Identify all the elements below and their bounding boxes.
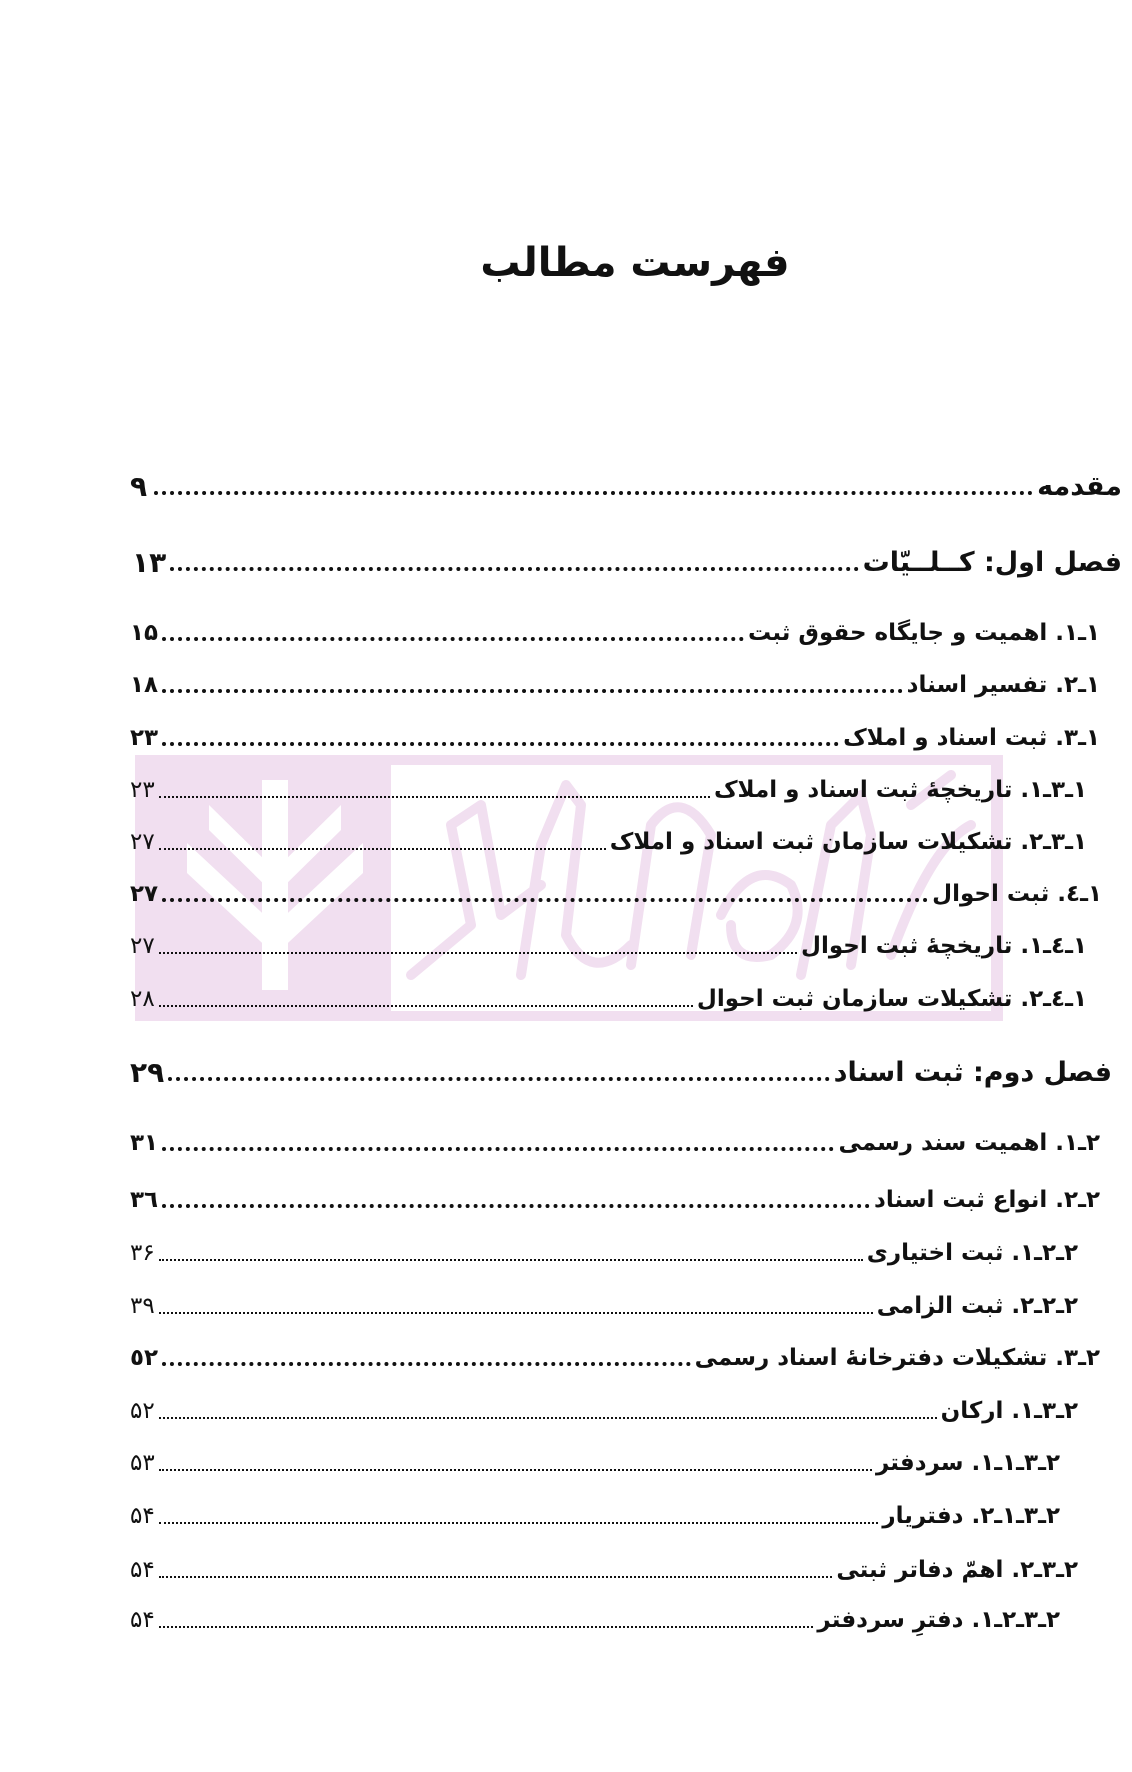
toc-entry-2-1[interactable] [130,1118,1100,1158]
toc-entry-1-3-1[interactable] [130,765,1087,805]
toc-entry-label: ۲ـ۳. تشکیلات دفترخانۀ اسناد رسمی [694,1345,1100,1371]
toc-entry-label: ۲ـ۳ـ۱ـ۲. دفتریار [882,1503,1060,1529]
toc-entry-label: مقدمه [1037,471,1122,502]
toc-page-number: ٥۲ [130,1345,159,1371]
toc-entry-2-3-1-2[interactable] [130,1491,1060,1531]
dot-leader [159,1229,863,1261]
toc-entry-label: ۱ـ۱. اهمیت و جایگاه حقوق ثبت [748,620,1100,646]
dot-leader [170,537,858,571]
toc-page-number: ۲۹ [130,1056,165,1089]
toc-entry-2-3-1[interactable] [130,1386,1078,1426]
toc-page-number: ۲۳ [130,777,155,803]
toc-entry-label: فصل اول: کــلــیّات [862,547,1122,578]
toc-page-number: ۳۱ [130,1130,159,1156]
toc-entry-introduction[interactable] [130,462,1122,502]
toc-entry-label: ۲ـ۳ـ۱ـ۱. سردفتر [875,1450,1060,1476]
toc-page-number: ۹ [130,470,148,503]
dot-leader [159,1439,872,1471]
dot-leader [159,922,797,954]
toc-page-number: ۱۸ [130,672,159,698]
dot-leader [159,1546,833,1578]
toc-entry-1-3[interactable] [130,713,1100,753]
toc-entry-label: ۲ـ۳ـ۲. اهمّ دفاتر ثبتی [836,1557,1078,1583]
toc-entry-label: ۱ـ۳. ثبت اسناد و املاک [843,725,1100,751]
dot-leader [159,818,606,850]
toc-entry-label: ۱ـ۳ـ۲. تشکیلات سازمان ثبت اسناد و املاک [609,829,1087,855]
toc-entry-2-3[interactable] [130,1333,1100,1373]
toc-entry-label: ۲ـ۲ـ۲. ثبت الزامی [876,1293,1078,1319]
dot-leader [159,1492,879,1524]
dot-leader [159,1596,814,1628]
toc-entry-label: ۲ـ۱. اهمیت سند رسمی [838,1130,1100,1156]
toc-page-number: ۱۳ [132,546,167,579]
toc-entry-1-4-2[interactable] [130,974,1087,1014]
toc-entry-chapter-1[interactable] [130,538,1122,578]
toc-entry-2-2[interactable] [130,1175,1100,1215]
dot-leader [162,607,744,641]
toc-entry-1-3-2[interactable] [130,817,1087,857]
toc-page-number: ۳۹ [130,1293,155,1319]
toc-entry-1-4-1[interactable] [130,921,1087,961]
toc-page-number: ۵۳ [130,1450,155,1476]
toc-entry-label: ۲ـ۲ـ۱. ثبت اختیاری [866,1240,1078,1266]
toc-entry-2-3-2-1[interactable] [130,1595,1060,1635]
toc-entry-2-2-2[interactable] [130,1281,1078,1321]
toc-page-number: ۲۳ [130,725,159,751]
dot-leader [159,766,710,798]
dot-leader [168,1047,829,1081]
toc-entry-label: فصل دوم: ثبت اسناد [833,1057,1112,1088]
dot-leader [162,868,928,902]
toc-entry-1-1[interactable] [130,608,1100,648]
toc-entry-2-3-2[interactable] [130,1545,1078,1585]
page-title: فهرست مطالب [480,240,790,286]
toc-entry-label: ۲ـ۳ـ۱. ارکان [940,1398,1078,1424]
toc-page-number: ۵۴ [130,1557,155,1583]
toc-page-number: ۱۵ [130,620,159,646]
toc-page-number: ۲۷ [130,829,155,855]
toc-entry-label: ۱ـ۳ـ۱. تاریخچۀ ثبت اسناد و املاک [713,777,1087,803]
toc-entry-label: ۱ـ٤ـ۲. تشکیلات سازمان ثبت احوال [696,986,1087,1012]
toc-entry-label: ۲ـ۲. انواع ثبت اسناد [874,1187,1100,1213]
toc-page-number: ۲۸ [130,986,155,1012]
toc-entry-label: ۱ـ٤ـ۱. تاریخچۀ ثبت احوال [801,933,1087,959]
toc-page-number: ۵۲ [130,1398,155,1424]
toc-entry-label: ۱ـ٤. ثبت احوال [932,881,1102,907]
dot-leader [159,975,693,1007]
dot-leader [162,712,839,746]
dot-leader [162,1332,691,1366]
toc-page-number: ۳٦ [130,1187,159,1213]
toc-entry-label: ۲ـ۳ـ۲ـ۱. دفترِ سردفتر [817,1607,1060,1633]
toc-page-number: ۲۷ [130,881,159,907]
toc-page-number: ۵۴ [130,1607,155,1633]
dot-leader [162,1117,834,1151]
dot-leader [159,1387,937,1419]
toc-page-number: ۵۴ [130,1503,155,1529]
toc-entry-1-2[interactable] [130,660,1100,700]
dot-leader [154,461,1033,495]
dot-leader [162,659,903,693]
toc-entry-1-4[interactable] [130,869,1102,909]
toc-page-number: ۲۷ [130,933,155,959]
toc-entry-label: ۱ـ۲. تفسیر اسناد [906,672,1100,698]
toc-entry-2-3-1-1[interactable] [130,1438,1060,1478]
toc-entry-2-2-1[interactable] [130,1228,1078,1268]
toc-page-number: ۳۶ [130,1240,155,1266]
dot-leader [159,1282,873,1314]
dot-leader [162,1174,870,1208]
toc-entry-chapter-2[interactable] [130,1048,1112,1088]
